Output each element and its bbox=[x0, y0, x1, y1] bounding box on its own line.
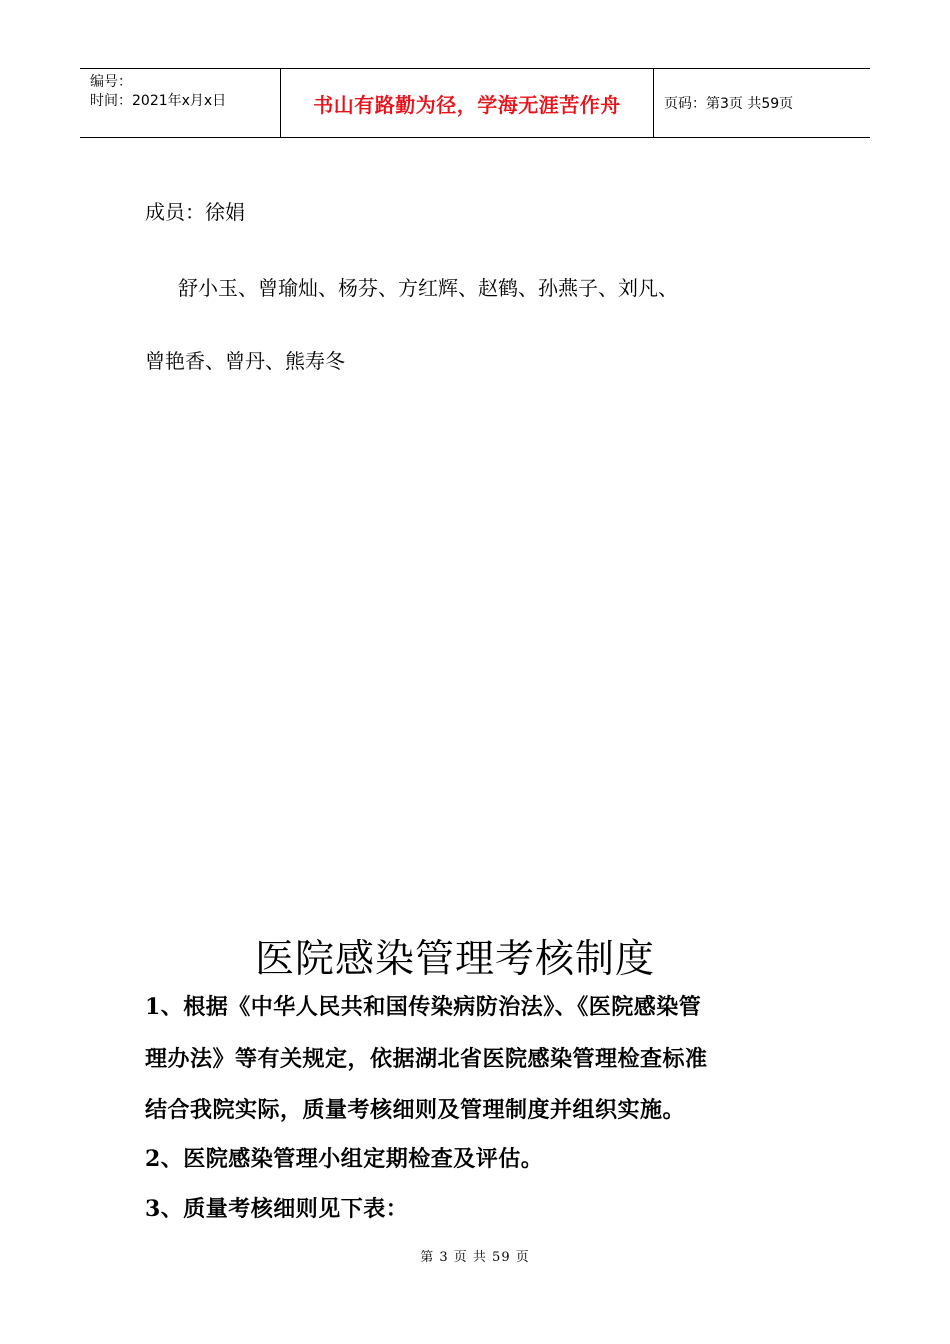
header-motto-cell bbox=[281, 69, 654, 137]
paragraph-3: 3、质量考核细则见下表： bbox=[145, 1196, 409, 1222]
paragraph-1-line-3: 结合我院实际，质量考核细则及管理制度并组织实施。 bbox=[145, 1097, 686, 1123]
paragraph-1-line-2: 理办法》等有关规定，依据湖北省医院感染管理检查标准 bbox=[145, 1046, 708, 1072]
page-header bbox=[80, 68, 870, 138]
paragraph-2: 2、医院感染管理小组定期检查及评估。 bbox=[145, 1146, 544, 1172]
header-page-cell bbox=[654, 69, 870, 137]
members-label: 成员：徐娟 bbox=[145, 200, 245, 224]
members-list-line-1: 舒小玉、曾瑜灿、杨芬、方红辉、赵鹤、孙燕子、刘凡、 bbox=[178, 276, 678, 300]
document-number-label: 编号： bbox=[90, 74, 132, 90]
page-footer: 第 3 页 共 59 页 bbox=[420, 1250, 530, 1265]
members-list-line-2: 曾艳香、曾丹、熊寿冬 bbox=[145, 349, 345, 373]
document-date: 时间：2021年x月x日 bbox=[90, 93, 227, 109]
header-motto: 书山有路勤为径，学海无涯苦作舟 bbox=[313, 92, 621, 117]
document-title: 医院感染管理考核制度 bbox=[254, 937, 655, 982]
header-meta-cell bbox=[80, 69, 281, 137]
paragraph-1-line-1: 1、根据《中华人民共和国传染病防治法》、《医院感染管 bbox=[145, 994, 702, 1020]
header-page-info: 页码：第3页 共59页 bbox=[664, 96, 794, 112]
